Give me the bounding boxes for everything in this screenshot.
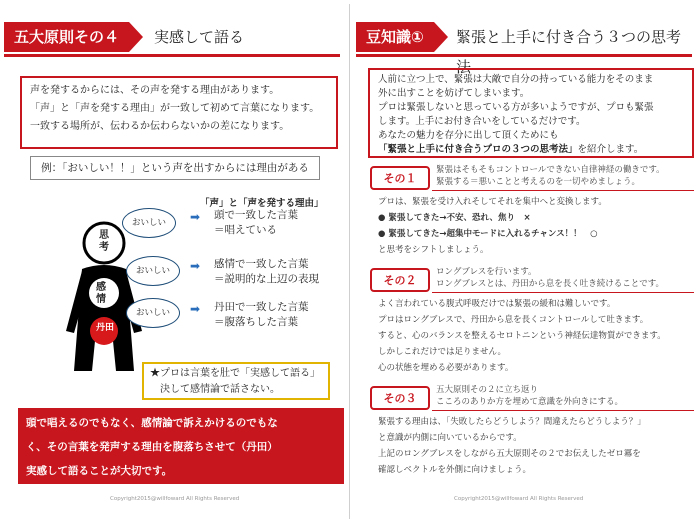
intro-box (20, 76, 338, 149)
summary-line: 実感して語ることが大切です。 (26, 465, 173, 477)
body-line: プロはロングブレスで、丹田から息を長くコントロールして吐きます。 (378, 315, 649, 325)
intro-line: 外に出すことを妨げてしまいます。 (378, 88, 530, 99)
desc-line: ＝唱えている (214, 224, 277, 236)
label-emotion: 感情 (96, 282, 106, 305)
step-lead-line: 緊張はそもそもコントロールできない自律神経の働きです。 (436, 165, 665, 175)
right-page (356, 6, 696, 518)
step-3-lead (436, 384, 623, 408)
step-2-badge: その２ (370, 268, 430, 292)
step-lead-line: 五大原則その２に立ち返り (436, 385, 539, 395)
left-header-title: 実感して語る (154, 28, 245, 46)
desc-line: ＝説明的な上辺の表現 (214, 273, 319, 285)
intro-line: あなたの魅力を存分に出して頂くためにも (378, 130, 559, 141)
desc-head (214, 208, 298, 238)
body-line: と思考をシフトしましょう。 (378, 245, 489, 255)
intro-box (368, 68, 694, 158)
pro-line: 決して感情論で話さない。 (160, 384, 280, 395)
intro-tail: を紹介します。 (577, 144, 644, 155)
right-header-title: 緊張と上手に付き合う３つの思考法 (456, 28, 682, 76)
left-header (4, 16, 340, 56)
body-line: プロは、緊張を受け入れそしてそれを集中へと変換します。 (378, 197, 607, 207)
page-divider (349, 4, 350, 519)
copyright: Copyright2015@willfoward All Rights Reserved (110, 496, 240, 502)
intro-line: 声を発するからには、その声を発する理由があります。 (30, 85, 280, 96)
summary-box (18, 408, 344, 484)
body-line: ● 緊張してきた→超集中モードに入れるチャンス！！ ○ (378, 229, 598, 239)
body-line: 緊張する理由は、「失敗したらどうしよう？間違えたらどうしよう？」 (378, 417, 646, 427)
step-lead-line: ロングブレスとは、丹田から息を長く吐き続けることです。 (436, 279, 665, 289)
intro-line: プロは緊張しないと思っている方が多いようですが、プロも緊張 (378, 102, 654, 113)
arrow-right-icon: ➡ (190, 210, 201, 224)
intro-bold: 「緊張と上手に付き合うプロの３つの思考法」 (378, 144, 578, 155)
speech-bubble: おいしい (122, 208, 176, 238)
pro-note-box (142, 362, 330, 400)
label-thinking: 思考 (99, 230, 109, 253)
step-lead-line: ロングブレスを行います。 (436, 267, 537, 277)
body-line: ● 緊張してきた→不安、恐れ、焦り × (378, 213, 531, 223)
speech-bubble: おいしい (126, 256, 180, 286)
step-2-body (378, 296, 696, 376)
step-1-badge: その１ (370, 166, 430, 190)
desc-line: 頭で一致した言葉 (214, 209, 298, 221)
left-page (4, 6, 344, 518)
summary-line: 頭で唱えるのでもなく、感情論で訴えかけるのでもな (26, 417, 278, 429)
body-line: すると、心のバランスを整えるセロトニンという神経伝達物質ができます。 (378, 331, 666, 341)
step-2-lead (436, 266, 664, 290)
summary-line: く、その言葉を発声する理由を腹落ちさせて（丹田） (26, 441, 278, 453)
desc-line: ＝腹落ちした言葉 (214, 316, 298, 328)
step-lead-line: 緊張する＝悪いことと考えるのを一切やめましょう。 (436, 177, 641, 187)
step-2-rule (432, 292, 694, 293)
speech-bubble: おいしい (126, 298, 180, 328)
intro-line (378, 143, 684, 157)
example-box: 例：「おいしい！！」という声を出すからには理由がある (30, 156, 320, 180)
desc-emotion (214, 257, 319, 287)
desc-line: 丹田で一致した言葉 (214, 301, 309, 313)
step-3-badge: その３ (370, 386, 430, 410)
step-lead-line: こころのありか方を埋めて意識を外向きにする。 (436, 397, 624, 407)
body-line: よく言われている腹式呼吸だけでは緊張の緩和は難しいです。 (378, 299, 616, 309)
body-line: 確認しベクトルを外側に向けましょう。 (378, 465, 532, 475)
intro-line: 人前に立つ上で、緊張は大敵で自分の持っている能力をそのまま (378, 74, 654, 85)
left-header-rule (4, 54, 340, 57)
pro-line: ★プロは言葉を肚で「実感して語る」 (150, 368, 320, 379)
step-3-rule (432, 410, 694, 411)
body-line: と意識が内側に向いているからです。 (378, 433, 522, 443)
desc-tanden (214, 300, 309, 330)
voice-reason-label: 「声」と「声を発する理由」 (200, 198, 324, 209)
step-1-lead (436, 164, 665, 188)
step-1-rule (432, 190, 694, 191)
intro-line: します。上手にお付き合いをしているだけです。 (378, 116, 586, 127)
arrow-right-icon: ➡ (190, 259, 201, 273)
intro-line: 一致する場所が、伝わるか伝わらないかの差になります。 (30, 121, 290, 132)
desc-line: 感情で一致した言葉 (214, 258, 309, 270)
right-header (356, 16, 692, 76)
step-1-body (378, 194, 696, 258)
intro-line: 「声」と「声を発する理由」が一致して初めて言葉になります。 (30, 103, 320, 114)
right-header-rule (356, 54, 692, 57)
arrow-right-icon: ➡ (190, 302, 201, 316)
step-3-body (378, 414, 696, 478)
label-tanden: 丹田 (96, 323, 115, 333)
body-line: 心の状態を埋める必要があります。 (378, 363, 514, 373)
left-header-tag: 五大原則その４ (4, 22, 129, 52)
body-line: 上記のロングブレスをしながら五大原則その２でお伝えしたゼロ冪を (378, 449, 641, 459)
right-header-tag: 豆知識① (356, 22, 434, 52)
body-line: しかしこれだけでは足りません。 (378, 347, 507, 357)
copyright: Copyright2015@willfoward All Rights Reserved (454, 496, 584, 502)
